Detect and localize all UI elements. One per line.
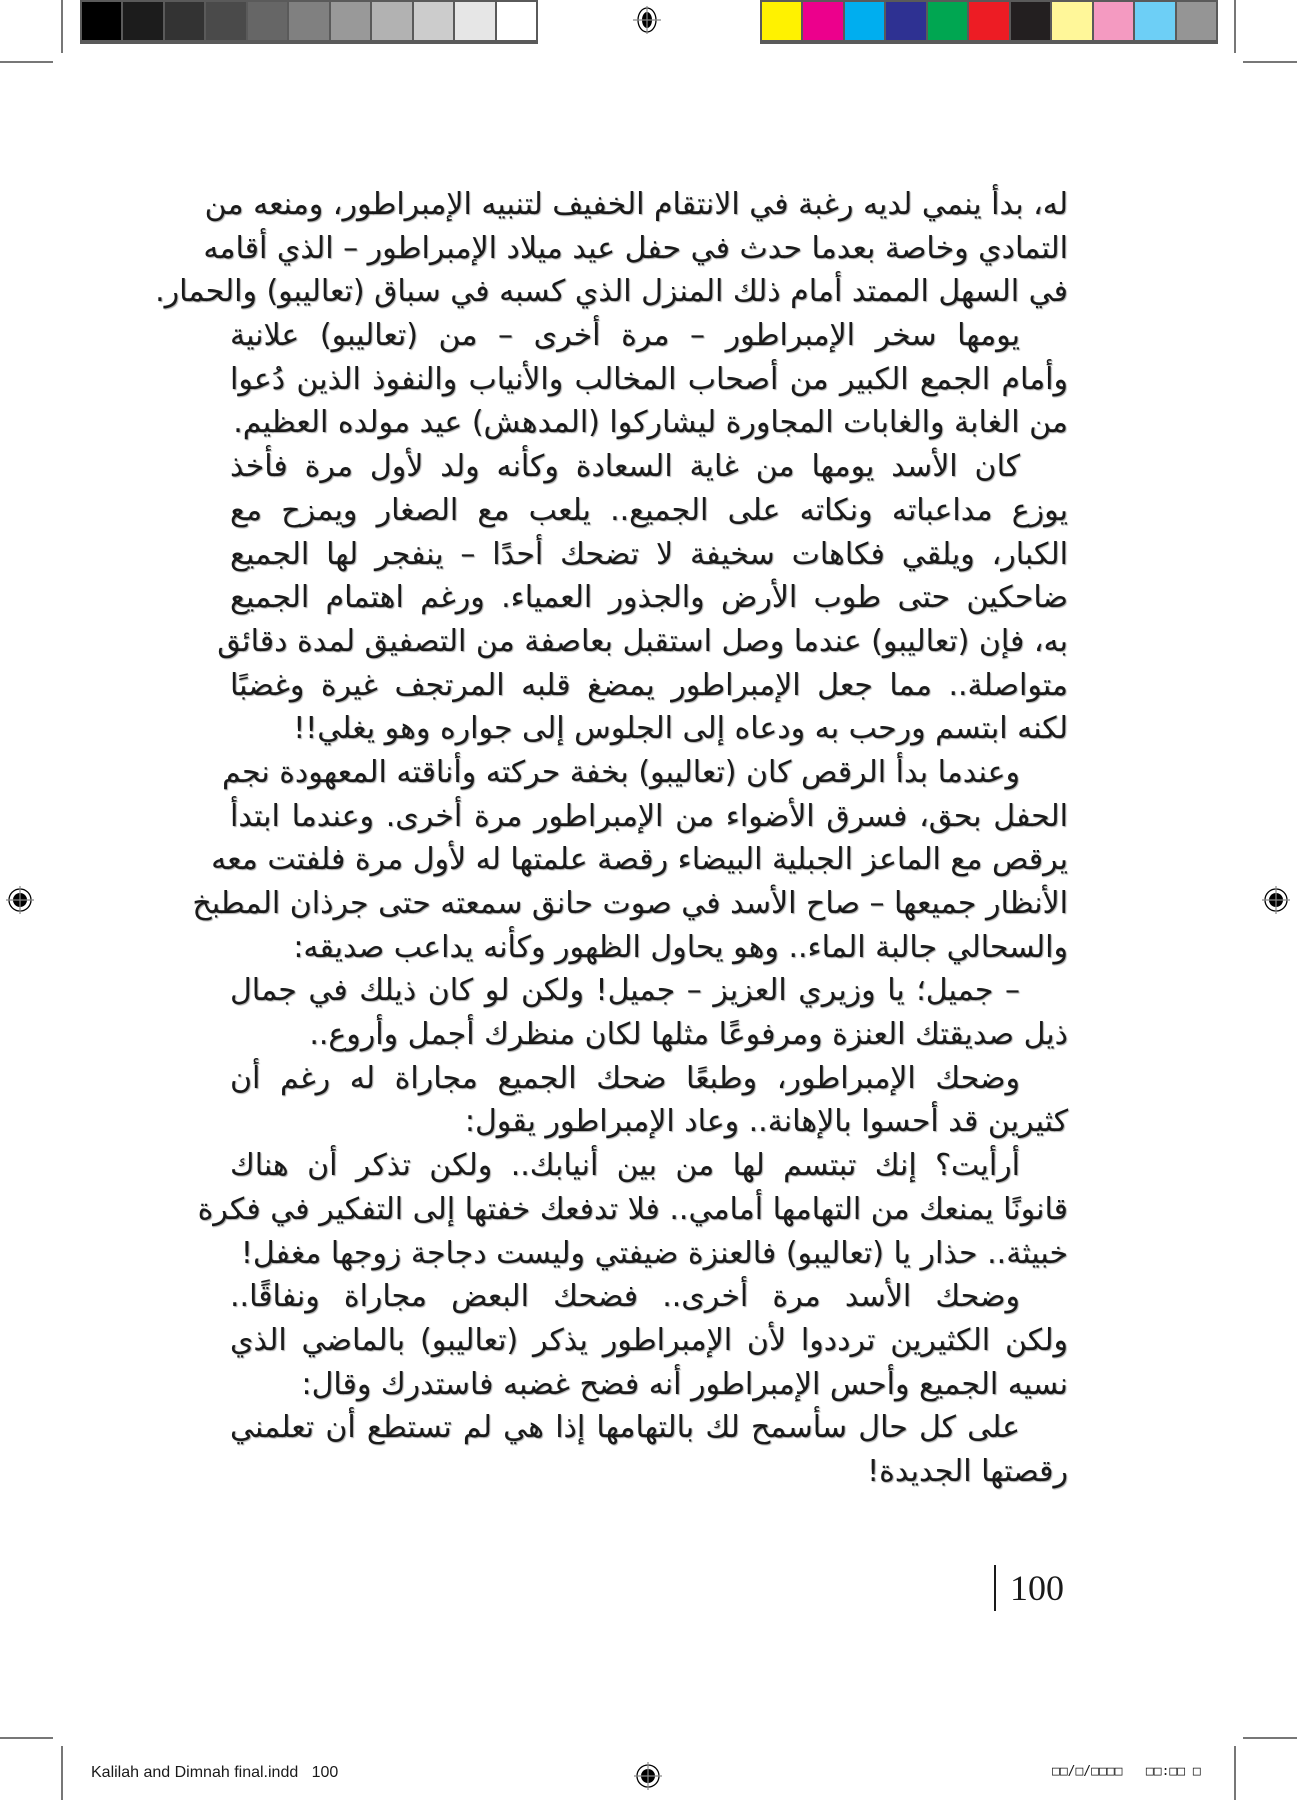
color-swatch: [1177, 2, 1216, 40]
text-line: أرأيت؟ إنك تبتسم لها من بين أنيابك.. ولكن تذكر أن هناك: [230, 1148, 1020, 1184]
footer-timestamp: □□/□/□□□□ □□:□□ □: [1052, 1764, 1201, 1779]
gray-swatch: [82, 2, 121, 40]
text-line: له، بدأ ينمي لديه رغبة في الانتقام الخفيف لتنبيه الإمبراطور، ومنعه من: [204, 187, 1068, 222]
page-number-divider: [994, 1565, 996, 1611]
registration-mark-top-icon: [633, 6, 661, 34]
color-swatch: [1135, 2, 1174, 40]
color-swatch: [928, 2, 967, 40]
text-line: رقصتها الجديدة!: [867, 1453, 1068, 1489]
text-line: الأنظار جميعها – صاح الأسد في صوت حانق سمعته حتى جرذان المطبخ: [192, 886, 1068, 921]
text-line: خبيثة.. حذار يا (تعاليبو) فالعنزة ضيفتي وليست دجاجة زوجها مغفل!: [240, 1235, 1068, 1271]
crop-mark-top-right-horizontal: [1243, 61, 1297, 63]
text-line: كثيرين قد أحسوا بالإهانة.. وعاد الإمبراطور يقول:: [464, 1104, 1068, 1140]
color-swatch: [762, 2, 801, 40]
registration-mark-bottom-icon: [634, 1762, 662, 1790]
text-line: به، فإن (تعاليبو) عندما وصل استقبل بعاصفة من التصفيق لمدة دقائق: [217, 623, 1068, 659]
text-line: نسيه الجميع وأحس الإمبراطور أنه فضح غضبه فاستدرك وقال:: [301, 1366, 1068, 1402]
gray-swatch: [372, 2, 411, 40]
color-swatch: [1094, 2, 1133, 40]
text-line: يوزع مداعباته ونكاته على الجميع.. يلعب مع الصغار ويمزح مع: [230, 492, 1068, 528]
crop-mark-top-left-vertical: [61, 0, 63, 53]
text-line: الكبار، ويلقي فكاهات سخيفة لا تضحك أحدًا – ينفجر لها الجميع: [230, 536, 1068, 572]
color-swatch: [803, 2, 842, 40]
gray-swatch: [165, 2, 204, 40]
text-line: التمادي وخاصة بعدما حدث في حفل عيد ميلاد الإمبراطور – الذي أقامه: [203, 230, 1068, 266]
crop-mark-bottom-right-vertical: [1234, 1746, 1236, 1800]
registration-mark-left-icon: [6, 886, 34, 914]
page-number-value: 100: [1010, 1568, 1064, 1608]
text-line: الحفل بحق، فسرق الأضواء من الإمبراطور مرة أخرى. وعندما ابتدأ: [230, 798, 1068, 834]
text-line: – جميل؛ يا وزيري العزيز – جميل! ولكن لو كان ذيلك في جمال: [230, 973, 1020, 1009]
text-line: وضحك الإمبراطور، وطبعًا ضحك الجميع مجاراة له رغم أن: [230, 1060, 1020, 1096]
gray-swatch: [123, 2, 162, 40]
crop-mark-bottom-left-vertical: [61, 1746, 63, 1800]
text-line: يرقص مع الماعز الجبلية البيضاء رقصة علمتها له لأول مرة فلفتت معه: [211, 842, 1068, 878]
grayscale-calibration-bar: [80, 0, 538, 44]
crop-mark-top-right-vertical: [1234, 0, 1236, 53]
text-line: قانونًا يمنعك من التهامها أمامي.. فلا تدفعك خفتها إلى التفكير في فكرة: [197, 1191, 1068, 1227]
text-line: وأمام الجمع الكبير من أصحاب المخالب والأنياب والنفوذ الذين دُعوا: [230, 361, 1068, 397]
color-swatch: [1052, 2, 1091, 40]
text-line: وضحك الأسد مرة أخرى.. فضحك البعض مجاراة ونفاقًا..: [230, 1279, 1020, 1315]
footer-file-info: Kalilah and Dimnah final.indd 100: [91, 1764, 339, 1781]
text-line: متواصلة.. مما جعل الإمبراطور يمضغ قلبه المرتجف غيرة وغضبًا: [230, 667, 1068, 703]
color-swatch: [969, 2, 1008, 40]
gray-swatch: [331, 2, 370, 40]
gray-swatch: [414, 2, 453, 40]
crop-mark-top-left-horizontal: [0, 61, 53, 63]
gray-swatch: [289, 2, 328, 40]
registration-mark-right-icon: [1262, 886, 1290, 914]
gray-swatch: [455, 2, 494, 40]
color-swatch: [845, 2, 884, 40]
text-line: في السهل الممتد أمام ذلك المنزل الذي كسبه في سباق (تعاليبو) والحمار.: [155, 274, 1068, 310]
text-line: كان الأسد يومها من غاية السعادة وكأنه ولد لأول مرة فأخذ: [230, 449, 1020, 485]
body-text: [155, 183, 1068, 1494]
text-line: وعندما بدأ الرقص كان (تعاليبو) بخفة حركته وأناقته المعهودة نجم: [221, 754, 1020, 790]
gray-swatch: [497, 2, 536, 40]
crop-mark-bottom-left-horizontal: [0, 1737, 53, 1739]
page-number: [994, 1562, 1064, 1614]
gray-swatch: [206, 2, 245, 40]
text-line: من الغابة والغابات المجاورة ليشاركوا (المدهش) عيد مولده العظيم.: [233, 405, 1068, 441]
color-swatch: [886, 2, 925, 40]
text-line: لكنه ابتسم ورحب به ودعاه إلى الجلوس إلى جواره وهو يغلي!!: [293, 711, 1068, 747]
color-swatch: [1011, 2, 1050, 40]
text-line: يومها سخر الإمبراطور – مرة أخرى – من (تعاليبو) علانية: [230, 318, 1020, 354]
crop-mark-bottom-right-horizontal: [1243, 1737, 1297, 1739]
text-line: والسحالي جالبة الماء.. وهو يحاول الظهور وكأنه يداعب صديقه:: [293, 929, 1068, 965]
text-line: على كل حال سأسمح لك بالتهامها إذا هي لم تستطع أن تعلمني: [230, 1410, 1020, 1446]
color-calibration-bar: [760, 0, 1218, 44]
text-line: ضاحكين حتى طوب الأرض والجذور العمياء. ورغم اهتمام الجميع: [230, 580, 1068, 616]
gray-swatch: [248, 2, 287, 40]
text-line: ولكن الكثيرين ترددوا لأن الإمبراطور يذكر (تعاليبو) بالماضي الذي: [230, 1322, 1068, 1358]
text-line: ذيل صديقتك العنزة ومرفوعًا مثلها لكان منظرك أجمل وأروع..: [309, 1017, 1068, 1053]
